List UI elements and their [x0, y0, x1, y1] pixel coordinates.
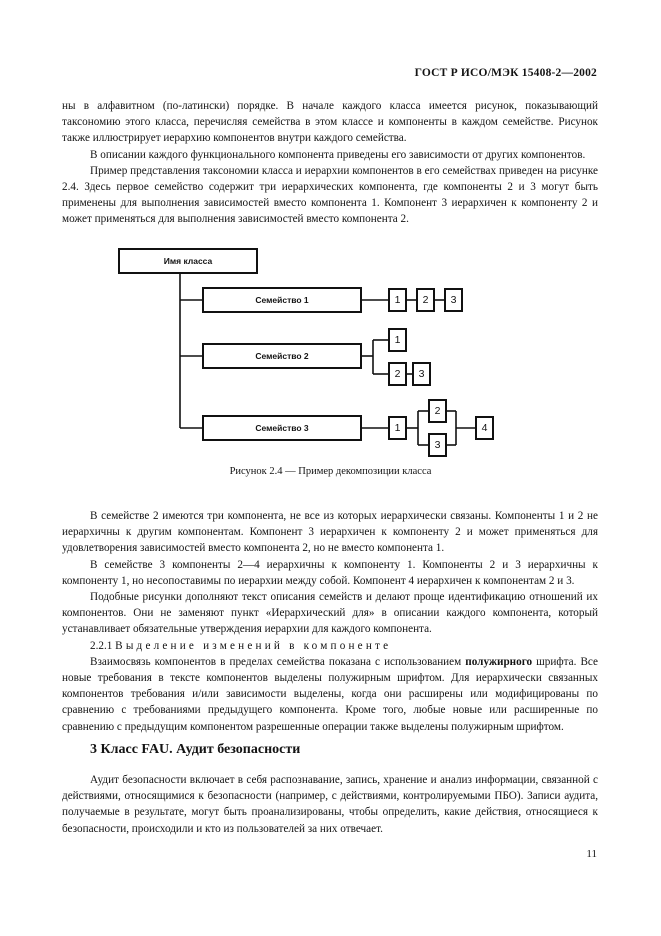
- component-3-box: 3: [412, 362, 431, 386]
- document-header: ГОСТ Р ИСО/МЭК 15408-2—2002: [414, 67, 597, 79]
- paragraph: В семействе 3 компоненты 2—4 иерархичны к компоненту 1. Компоненты 2 и 3 иерархичны к компоненту 1, но несопоставимы по иерархии между собой. Компонент 4 иерархичен к компонентам 2 и 3.: [62, 558, 598, 587]
- component-2-box: 2: [388, 362, 407, 386]
- component-2-box: 2: [428, 399, 447, 423]
- paragraph: Подобные рисунки дополняют текст описания семейств и делают проще идентификацию отношений их компонентов. Они не заменяют пункт «Иерархический для» в описании каждого компонента, который устанавливает обязательные утверждения иерархии для каждого компонента.: [62, 591, 598, 636]
- component-1-box: 1: [388, 288, 407, 312]
- family-2-box: Семейство 2: [202, 343, 362, 369]
- paragraph: В описании каждого функционального компонента приведены его зависимости от других компонентов.: [90, 148, 586, 161]
- component-1-box: 1: [388, 328, 407, 352]
- component-4-box: 4: [475, 416, 494, 440]
- section-heading: 3 Класс FAU. Аудит безопасности: [90, 742, 301, 757]
- paragraph: ны в алфавитном (по-латински) порядке. В начале каждого класса имеется рисунок, показывающий таксономию этого класса, перечисляя семейства в этом классе и компоненты в каждом семействе. Рисунок также иллюстрирует иерархию компонентов внутри каждого семейства.: [62, 100, 598, 145]
- subsection-title: Выделение изменений в компоненте: [115, 639, 392, 652]
- bold-word: полужирного: [465, 655, 533, 668]
- paragraph: Взаимосвязь компонентов в пределах семейства показана с использованием полужирного шрифта. Все новые требования в тексте компонентов выделены полужирным шрифтом. Для иерархически связанных компонентов требования и/или зависимости выделены, когда они расширены или модифицированы по сравнению с требованиями предыдущего компонента. Кроме того, любые новые или расширенные по сравнению с предыдущим компонентом разрешенные операции также выделены полужирным шрифтом.: [62, 655, 599, 733]
- subsection-number: 2.2.1: [90, 639, 113, 652]
- family-1-box: Семейство 1: [202, 287, 362, 313]
- family-3-box: Семейство 3: [202, 415, 362, 441]
- subsection-heading: [62, 638, 598, 654]
- paragraph: Аудит безопасности включает в себя распознавание, запись, хранение и анализ информации, связанной с действиями, относящимися к безопасности (например, с действиями, контролируемыми ПБО). Записи аудита, получаемые в результате, могут быть проанализированы, чтобы определить, какие действия, относящиеся к безопасности, происходили и кто из пользователей за них отвечает.: [62, 774, 598, 835]
- component-2-box: 2: [416, 288, 435, 312]
- component-3-box: 3: [428, 433, 447, 457]
- paragraph: Пример представления таксономии класса и иерархии компонентов в его семействах приведен на рисунке 2.4. Здесь первое семейство содержит три иерархических компонента, где компоненты 2 и 3 могут быть применены для выполнения зависимостей вместо компонента 1. Компонент 3 иерархичен к компоненту 2 и может применяться для выполнения зависимостей вместо компонента 2.: [62, 164, 598, 226]
- text-block-bottom: [62, 772, 598, 837]
- text-block-top: [62, 98, 598, 228]
- class-decomposition-diagram: [110, 240, 510, 465]
- component-1-box: 1: [388, 416, 407, 440]
- class-name-box: Имя класса: [118, 248, 258, 274]
- paragraph: В семействе 2 имеются три компонента, не все из которых иерархически связаны. Компоненты 1 и 2 не иерархичны к другим компонентам. Компонент 3 иерархичен к компоненту 2 и может применяться для удовлетворения зависимостей вместо компонента 2, но не вместо компонента 1.: [62, 510, 598, 555]
- page-number: 11: [586, 848, 597, 860]
- component-3-box: 3: [444, 288, 463, 312]
- text-block-middle: [62, 508, 598, 735]
- figure-caption: Рисунок 2.4 — Пример декомпозиции класса: [229, 466, 432, 477]
